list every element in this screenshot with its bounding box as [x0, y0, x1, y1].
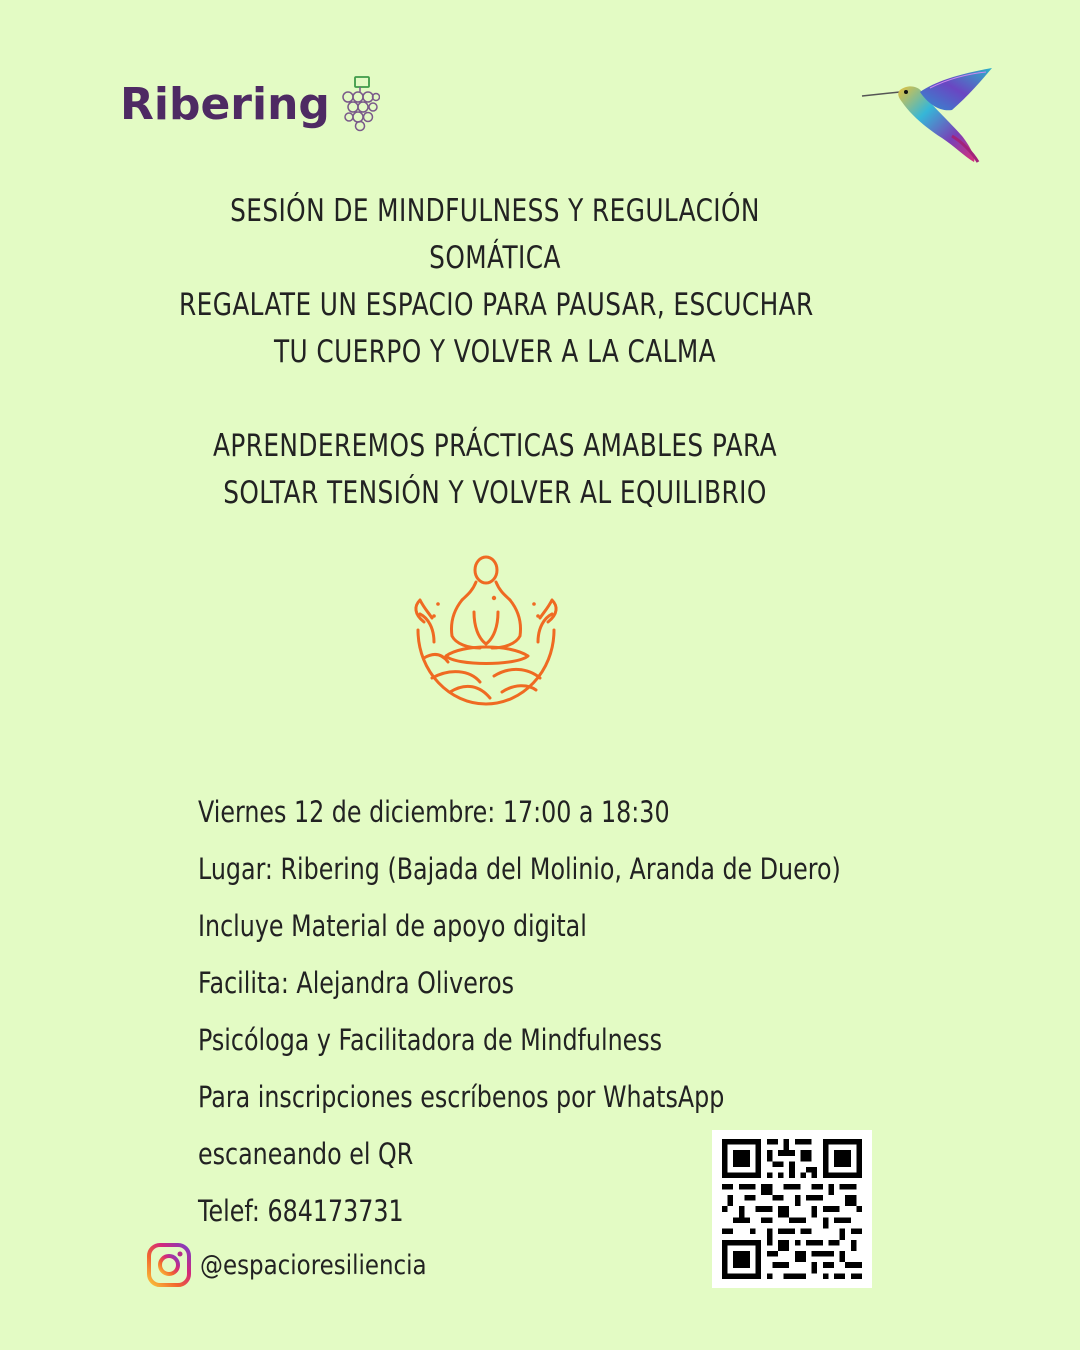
headline: [179, 188, 814, 517]
signup-instructions: Para inscripciones escríbenos por WhatsApp: [198, 1080, 725, 1114]
instagram-handle[interactable]: @espacioresiliencia: [200, 1249, 427, 1281]
event-includes: Incluye Material de apoyo digital: [198, 909, 587, 943]
event-facilitator: Facilita: Alejandra Oliveros: [198, 966, 515, 1000]
event-date: Viernes 12 de diciembre: 17:00 a 18:30: [198, 795, 670, 829]
headline-line: REGALATE UN ESPACIO PARA PAUSAR, ESCUCHAR: [179, 287, 814, 323]
brand-logo: [120, 76, 380, 132]
headline-line: TU CUERPO Y VOLVER A LA CALMA: [274, 334, 716, 370]
headline-line: APRENDEREMOS PRÁCTICAS AMABLES PARA: [213, 428, 777, 464]
grape-icon: [340, 76, 380, 132]
meditation-icon: [410, 552, 562, 712]
qr-code-image: [722, 1139, 862, 1279]
headline-line: SOLTAR TENSIÓN Y VOLVER AL EQUILIBRIO: [223, 475, 767, 511]
headline-line: SOMÁTICA: [429, 240, 561, 276]
signup-instructions-2: escaneando el QR: [198, 1137, 414, 1171]
instagram-icon: [146, 1242, 192, 1288]
hummingbird-icon: [860, 66, 1000, 166]
spacer: [179, 376, 811, 423]
headline-line: SESIÓN DE MINDFULNESS Y REGULACIÓN: [230, 193, 760, 229]
instagram-link[interactable]: [146, 1242, 467, 1288]
event-place: Lugar: Ribering (Bajada del Molinio, Aranda de Duero): [198, 852, 841, 886]
facilitator-role: Psicóloga y Facilitadora de Mindfulness: [198, 1023, 663, 1057]
phone-number[interactable]: Telef: 684173731: [198, 1194, 404, 1228]
brand-name: Ribering: [120, 78, 330, 130]
qr-code[interactable]: [712, 1130, 872, 1288]
